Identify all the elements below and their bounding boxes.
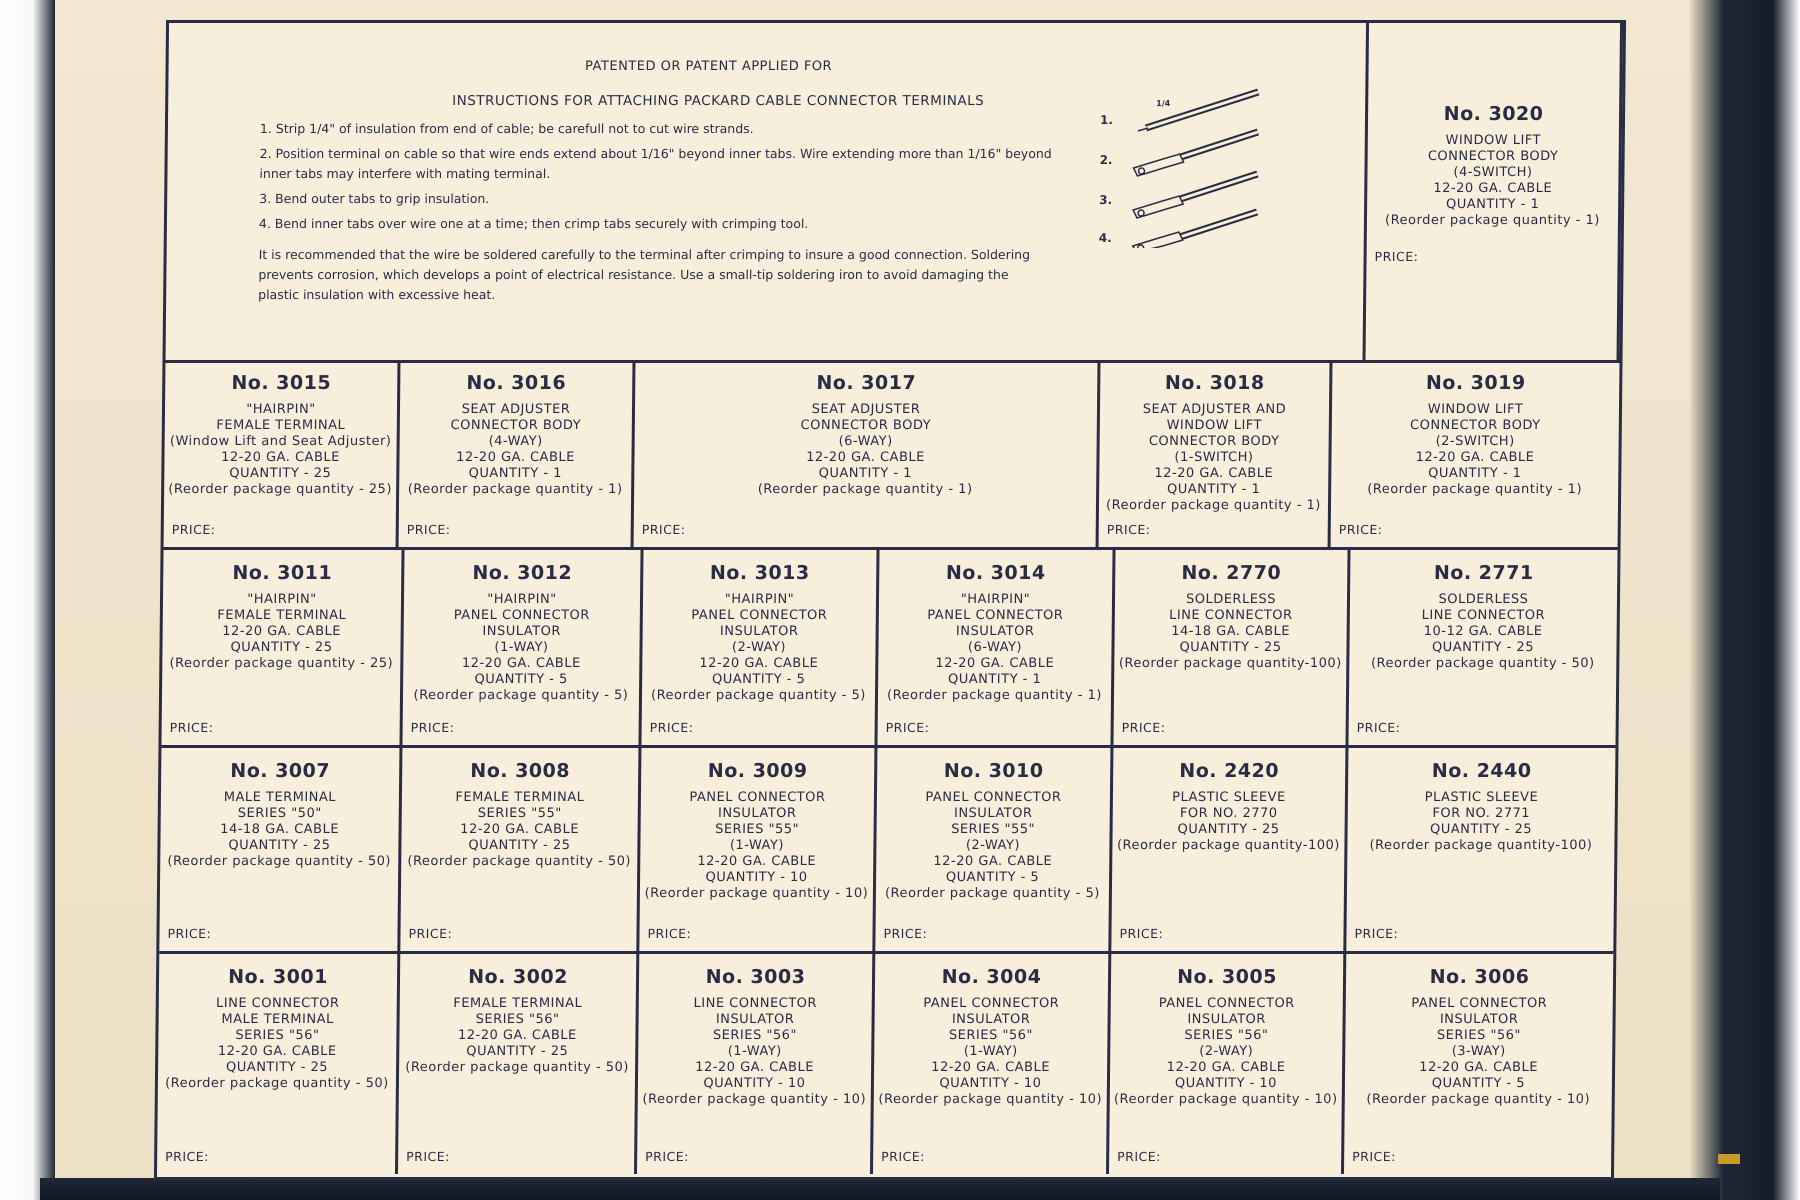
part-line: 12-20 GA. CABLE — [935, 656, 1055, 671]
part-line: INSULATOR — [482, 624, 561, 639]
part-cell — [398, 954, 639, 1174]
part-line: SEAT ADJUSTER AND — [1142, 402, 1287, 417]
part-line: 12-20 GA. CABLE — [806, 450, 925, 465]
part-number: No. 3018 — [1164, 372, 1265, 394]
part-cell — [161, 550, 404, 745]
part-line: (2-WAY) — [965, 838, 1021, 853]
part-line: SERIES "55" — [477, 806, 562, 821]
part-line: (Reorder package quantity - 5) — [884, 886, 1100, 901]
part-line: 10-12 GA. CABLE — [1423, 624, 1543, 639]
part-line: LINE CONNECTOR — [693, 996, 818, 1011]
part-number: No. 3009 — [707, 760, 808, 782]
part-number: No. 2420 — [1179, 760, 1280, 782]
part-line: PANEL CONNECTOR — [925, 790, 1062, 805]
box-left-edge — [0, 0, 55, 1200]
crimping-diagram — [1097, 88, 1269, 248]
part-cell — [1346, 748, 1615, 951]
part-cell — [1109, 954, 1346, 1174]
part-line: QUANTITY - 10 — [703, 1076, 806, 1091]
price-label: PRICE: — [1356, 720, 1401, 735]
part-line: PANEL CONNECTOR — [691, 608, 828, 623]
parts-grid — [157, 360, 1620, 1177]
price-label: PRICE: — [883, 926, 928, 941]
part-line: INSULATOR — [719, 624, 799, 639]
part-line: (2-SWITCH) — [1435, 434, 1515, 449]
price-label: PRICE: — [885, 720, 930, 735]
part-line: QUANTITY - 25 — [229, 466, 332, 481]
part-line: QUANTITY - 1 — [1428, 466, 1522, 481]
price-label: PRICE: — [165, 1149, 210, 1164]
part-line: FEMALE TERMINAL — [216, 418, 346, 433]
part-line: QUANTITY - 25 — [1431, 640, 1535, 655]
part-line: MALE TERMINAL — [223, 790, 337, 805]
part-number: No. 3019 — [1425, 372, 1526, 394]
part-line: 12-20 GA. CABLE — [217, 1044, 337, 1059]
part-line: QUANTITY - 25 — [1179, 640, 1282, 655]
part-line: (1-WAY) — [729, 838, 785, 853]
part-line: QUANTITY - 25 — [228, 838, 331, 853]
part-line: (Reorder package quantity - 25) — [169, 656, 394, 671]
part-cell — [400, 748, 641, 951]
part-line: QUANTITY - 25 — [230, 640, 333, 655]
part-line: FOR NO. 2770 — [1179, 806, 1278, 821]
part-line: QUANTITY - 25 — [468, 838, 571, 853]
part-line: (Reorder package quantity - 50) — [167, 854, 392, 869]
part-line: (6-WAY) — [838, 434, 893, 449]
price-label: PRICE: — [1121, 720, 1166, 735]
part-line: 12-20 GA. CABLE — [697, 854, 817, 869]
part-line: 14-18 GA. CABLE — [1171, 624, 1291, 639]
part-line: QUANTITY - 25 — [466, 1044, 569, 1059]
part-line: (6-WAY) — [967, 640, 1023, 655]
part-line: WINDOW LIFT — [1166, 418, 1263, 433]
part-line: 12-20 GA. CABLE — [1154, 466, 1274, 481]
part-line: 12-20 GA. CABLE — [1166, 1060, 1286, 1075]
part-line: LINE CONNECTOR — [1169, 608, 1293, 623]
part-number: No. 3012 — [472, 562, 573, 584]
part-line: QUANTITY - 25 — [1430, 822, 1533, 837]
part-line: QUANTITY - 5 — [945, 870, 1040, 885]
part-cell — [875, 748, 1113, 951]
part-line: "HAIRPIN" — [960, 592, 1031, 607]
part-line: SERIES "56" — [475, 1012, 560, 1027]
part-number: No. 3020 — [1443, 103, 1544, 125]
part-line: PLASTIC SLEEVE — [1424, 790, 1539, 805]
part-line: "HAIRPIN" — [487, 592, 557, 607]
price-label: PRICE: — [169, 720, 214, 735]
step-item: 1. Strip 1/4" of insulation from end of cable; be carefull not to cut wire strands. — [259, 121, 754, 136]
price-label: PRICE: — [641, 522, 686, 537]
part-line: QUANTITY - 1 — [468, 466, 563, 481]
diagram-label: 1. — [1099, 113, 1114, 127]
part-cell — [877, 550, 1115, 745]
price-label: PRICE: — [1117, 1149, 1162, 1164]
part-line: QUANTITY - 10 — [1174, 1076, 1278, 1091]
price-label: PRICE: — [167, 926, 212, 941]
part-line: QUANTITY - 1 — [818, 466, 913, 481]
part-line: CONNECTOR BODY — [800, 418, 932, 433]
price-label: PRICE: — [410, 720, 455, 735]
part-number: No. 3013 — [709, 562, 810, 584]
price-label: PRICE: — [408, 926, 453, 941]
part-line: PANEL CONNECTOR — [923, 996, 1060, 1011]
part-line: SOLDERLESS — [1438, 592, 1529, 607]
part-line: SERIES "55" — [951, 822, 1036, 837]
diagram-label: 2. — [1099, 153, 1113, 167]
price-label: PRICE: — [881, 1149, 926, 1164]
part-line: 12-20 GA. CABLE — [1415, 450, 1535, 465]
part-line: MALE TERMINAL — [221, 1012, 334, 1027]
part-line: SERIES "56" — [712, 1028, 797, 1043]
parts-row — [159, 748, 1615, 954]
parts-row — [161, 550, 1617, 748]
price-label: PRICE: — [1352, 1149, 1397, 1164]
price-label: PRICE: — [649, 720, 694, 735]
part-line: (Reorder package quantity-100) — [1118, 656, 1342, 671]
part-line: QUANTITY - 10 — [705, 870, 808, 885]
box-bottom-edge — [40, 1178, 1720, 1200]
part-line: INSULATOR — [951, 1012, 1031, 1027]
instructions-panel — [165, 23, 1369, 363]
part-line: QUANTITY - 25 — [1177, 822, 1280, 837]
soldering-note: It is recommended that the wire be soldered carefully to the terminal after crimping to insure a good connection. Soldering prevents corrosion, which develops a point of electrical resistance. Use a small-tip soldering iron to avoid damaging the plastic insulation with excessive heat. — [258, 247, 1031, 302]
price-label: PRICE: — [647, 926, 692, 941]
part-line: (Reorder package quantity-100) — [1369, 838, 1593, 853]
part-line: "HAIRPIN" — [247, 592, 317, 607]
part-cell — [157, 954, 400, 1174]
part-line: INSULATOR — [953, 806, 1033, 821]
part-line: LINE CONNECTOR — [1421, 608, 1546, 623]
part-line: QUANTITY - 1 — [1445, 197, 1540, 212]
part-line: WINDOW LIFT — [1445, 133, 1542, 148]
price-label: PRICE: — [1338, 522, 1383, 537]
part-cell — [1344, 954, 1613, 1174]
part-line: (Reorder package quantity - 1) — [1384, 213, 1600, 228]
part-line: INSULATOR — [717, 806, 797, 821]
step-item: 3. Bend outer tabs to grip insulation. — [259, 191, 490, 206]
part-number: No. 2771 — [1433, 562, 1534, 584]
part-line: (3-WAY) — [1451, 1044, 1506, 1059]
part-line: FEMALE TERMINAL — [217, 608, 347, 623]
part-number: No. 3001 — [228, 966, 328, 988]
price-label: PRICE: — [1106, 522, 1151, 537]
part-line: QUANTITY - 1 — [947, 672, 1042, 687]
part-line: (Reorder package quantity - 10) — [1366, 1092, 1591, 1107]
part-line: 12-20 GA. CABLE — [456, 450, 575, 465]
part-line: SERIES "56" — [1436, 1028, 1521, 1043]
part-line: FEMALE TERMINAL — [453, 996, 583, 1011]
part-line: INSULATOR — [955, 624, 1035, 639]
part-number: No. 3010 — [943, 760, 1044, 782]
part-cell-3020 — [1365, 23, 1623, 363]
part-line: "HAIRPIN" — [246, 402, 316, 417]
part-line: SERIES "50" — [237, 806, 322, 821]
part-line: (Reorder package quantity - 50) — [1370, 656, 1595, 671]
part-cell — [1348, 550, 1617, 745]
part-line: (Reorder package quantity - 5) — [650, 688, 866, 703]
part-line: 12-20 GA. CABLE — [1433, 181, 1553, 196]
part-line: PANEL CONNECTOR — [1411, 996, 1548, 1011]
part-number: No. 3016 — [466, 372, 567, 394]
part-cell — [637, 954, 875, 1174]
step-item: 4. Bend inner tabs over wire one at a time; then crimp tabs securely with crimping tool. — [258, 216, 809, 231]
part-line: (1-SWITCH) — [1174, 450, 1254, 465]
part-line: (Reorder package quantity - 10) — [644, 886, 869, 901]
part-line: (Reorder package quantity - 1) — [1105, 498, 1321, 513]
part-line: SOLDERLESS — [1185, 592, 1277, 607]
part-line: (1-WAY) — [727, 1044, 782, 1059]
part-line: (Reorder package quantity - 10) — [878, 1092, 1103, 1107]
part-number: No. 3014 — [945, 562, 1046, 584]
part-number: No. 3003 — [705, 966, 806, 988]
part-line: SEAT ADJUSTER — [811, 402, 921, 417]
part-line: 12-20 GA. CABLE — [461, 656, 581, 671]
parts-chart-sheet — [154, 20, 1626, 1180]
part-line: SERIES "56" — [948, 1028, 1033, 1043]
part-line: 12-20 GA. CABLE — [695, 1060, 815, 1075]
part-line: INSULATOR — [715, 1012, 795, 1027]
part-cell — [873, 954, 1111, 1174]
part-line: FOR NO. 2771 — [1432, 806, 1531, 821]
part-line: (Reorder package quantity - 10) — [642, 1092, 867, 1107]
diagram-label: 4. — [1098, 231, 1112, 245]
part-line: (2-WAY) — [731, 640, 787, 655]
part-line: 12-20 GA. CABLE — [933, 854, 1053, 869]
part-line: QUANTITY - 10 — [939, 1076, 1042, 1091]
part-line: (Reorder package quantity - 1) — [1367, 482, 1583, 497]
patent-notice: PATENTED OR PATENT APPLIED FOR — [584, 59, 833, 74]
part-line: QUANTITY - 5 — [711, 672, 806, 687]
part-number: No. 2770 — [1181, 562, 1282, 584]
part-line: PLASTIC SLEEVE — [1172, 790, 1286, 805]
part-number: No. 3017 — [816, 372, 917, 394]
parts-row — [164, 360, 1620, 550]
part-line: PANEL CONNECTOR — [689, 790, 826, 805]
part-line: (Reorder package quantity - 1) — [886, 688, 1102, 703]
part-line: 12-20 GA. CABLE — [460, 822, 580, 837]
part-line: 12-20 GA. CABLE — [931, 1060, 1051, 1075]
part-cell — [634, 360, 1101, 547]
part-line: (2-WAY) — [1199, 1044, 1254, 1059]
part-line: 12-20 GA. CABLE — [699, 656, 819, 671]
part-line: QUANTITY - 5 — [474, 672, 568, 687]
part-line: 12-20 GA. CABLE — [222, 624, 342, 639]
part-line: (1-WAY) — [494, 640, 549, 655]
part-line: QUANTITY - 1 — [1166, 482, 1261, 497]
part-cell — [1099, 360, 1333, 547]
part-line: (Reorder package quantity - 50) — [407, 854, 632, 869]
part-cell — [1331, 360, 1620, 547]
instructions-title: INSTRUCTIONS FOR ATTACHING PACKARD CABLE CONNECTOR TERMINALS — [452, 93, 985, 109]
box-right-edge — [1690, 0, 1800, 1200]
part-line: CONNECTOR BODY — [450, 418, 582, 433]
instruction-steps — [259, 119, 1060, 239]
part-cell — [402, 550, 643, 745]
part-cell — [1111, 748, 1348, 951]
part-line: (4-WAY) — [488, 434, 543, 449]
part-number: No. 3008 — [470, 760, 571, 782]
price-label: PRICE: — [171, 522, 216, 537]
part-line: CONNECTOR BODY — [1148, 434, 1280, 449]
part-line: QUANTITY - 25 — [226, 1060, 329, 1075]
part-line: 12-20 GA. CABLE — [1419, 1060, 1539, 1075]
part-line: (Reorder package quantity-100) — [1116, 838, 1340, 853]
part-number: No. 3002 — [468, 966, 568, 988]
part-line: QUANTITY - 5 — [1431, 1076, 1526, 1091]
part-line: PANEL CONNECTOR — [927, 608, 1064, 623]
part-line: (Reorder package quantity - 1) — [757, 482, 973, 497]
part-line: INSULATOR — [1187, 1012, 1266, 1027]
part-line: PANEL CONNECTOR — [1158, 996, 1295, 1011]
part-line: (4-SWITCH) — [1453, 165, 1533, 180]
part-line: WINDOW LIFT — [1427, 402, 1524, 417]
part-cell — [399, 360, 636, 547]
part-line: (Reorder package quantity - 5) — [413, 688, 629, 703]
part-line: CONNECTOR BODY — [1427, 149, 1559, 164]
part-line: CONNECTOR BODY — [1409, 418, 1541, 433]
price-label: PRICE: — [406, 1149, 451, 1164]
part-number: No. 3004 — [941, 966, 1042, 988]
part-line: 12-20 GA. CABLE — [457, 1028, 577, 1043]
part-line: SEAT ADJUSTER — [461, 402, 571, 417]
price-label: PRICE: — [645, 1149, 690, 1164]
part-line: SERIES "55" — [715, 822, 800, 837]
part-cell — [1113, 550, 1350, 745]
part-number: No. 2440 — [1431, 760, 1532, 782]
step-item: 2. Position terminal on cable so that wire ends extend about 1/16" beyond inner tabs. Wire extending more than 1/16" beyond inner tabs may interfere with mating terminal. — [259, 146, 1052, 181]
part-line: 12-20 GA. CABLE — [221, 450, 340, 465]
part-line: (Reorder package quantity - 50) — [405, 1060, 629, 1075]
part-number: No. 3005 — [1177, 966, 1277, 988]
part-number: No. 3007 — [230, 760, 331, 782]
price-label: PRICE: — [1374, 249, 1419, 264]
part-cell — [639, 748, 877, 951]
part-line: (Window Lift and Seat Adjuster) — [169, 434, 392, 449]
part-number: No. 3011 — [232, 562, 333, 584]
part-line: (Reorder package quantity - 50) — [165, 1076, 389, 1091]
price-label: PRICE: — [1119, 926, 1164, 941]
parts-row — [157, 954, 1613, 1174]
part-line: SERIES "56" — [235, 1028, 320, 1043]
part-line: (Reorder package quantity - 1) — [407, 482, 623, 497]
part-line: INSULATOR — [1439, 1012, 1519, 1027]
part-line: SERIES "56" — [1184, 1028, 1269, 1043]
part-cell — [641, 550, 879, 745]
part-number: No. 3006 — [1429, 966, 1530, 988]
price-label: PRICE: — [406, 522, 451, 537]
part-line: FEMALE TERMINAL — [455, 790, 585, 805]
price-label: PRICE: — [1354, 926, 1399, 941]
part-cell — [164, 360, 401, 547]
diagram-dimension: 1/4 — [1156, 99, 1171, 108]
diagram-label: 3. — [1099, 193, 1113, 207]
part-number: No. 3015 — [231, 372, 332, 394]
gold-trim — [1718, 1154, 1740, 1164]
part-line: (Reorder package quantity - 10) — [1113, 1092, 1338, 1107]
part-line: (1-WAY) — [963, 1044, 1018, 1059]
part-line: PANEL CONNECTOR — [453, 608, 590, 623]
part-line: 14-18 GA. CABLE — [220, 822, 340, 837]
part-line: "HAIRPIN" — [724, 592, 795, 607]
part-cell — [159, 748, 402, 951]
part-line: (Reorder package quantity - 25) — [168, 482, 393, 497]
part-line: LINE CONNECTOR — [215, 996, 340, 1011]
